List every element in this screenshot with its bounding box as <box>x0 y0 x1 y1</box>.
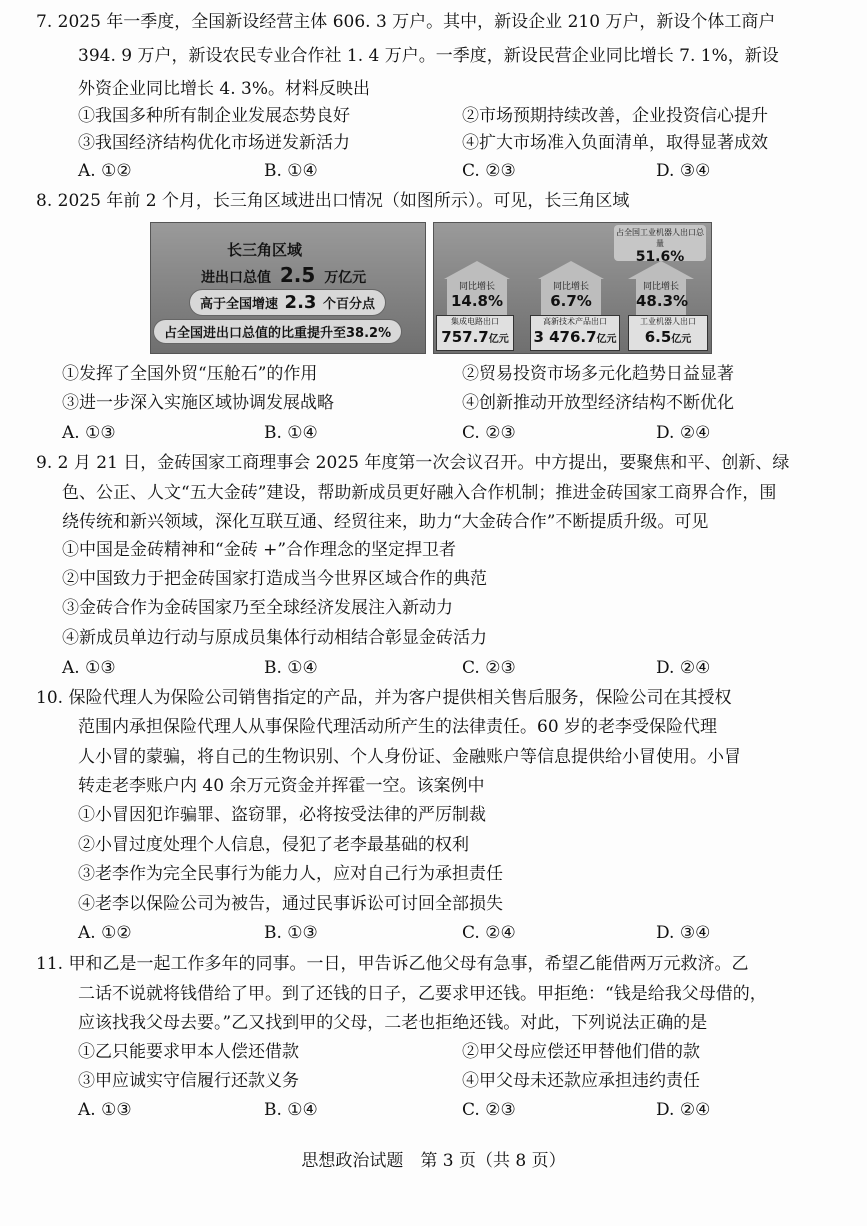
figure-growth-prefix: 高于全国增速 <box>200 297 279 312</box>
q10-stem-line-3: 人小冒的蒙骗，将自己的生物识别、个人身份证、金融账户等信息提供给小冒使用。小冒 <box>78 747 741 767</box>
stat-number: 757.7 <box>441 328 489 346</box>
q11-stem-line-3: 应该找我父母去要。”乙又找到甲的父母，二老也拒绝还钱。对此，下列说法正确的是 <box>78 1013 708 1033</box>
growth-label: 同比增长 <box>552 282 589 292</box>
q7-choice-b: B. ①④ <box>264 161 318 181</box>
figure-growth-house-3 <box>628 261 694 315</box>
figure-growth-house-1 <box>444 261 510 315</box>
page-footer: 思想政治试题 第 3 页（共 8 页） <box>301 1151 566 1171</box>
q9-choice-c: C. ②③ <box>462 658 516 678</box>
q9-item-2: ②中国致力于把金砖国家打造成当今世界区域合作的典范 <box>62 569 487 589</box>
growth-value-robots: 48.3% <box>636 292 689 310</box>
stat-label: 集成电路出口 <box>451 317 499 326</box>
q10-stem-line-4: 转走老李账户内 40 余万元资金并挥霍一空。该案例中 <box>78 776 485 796</box>
q9-item-1: ①中国是金砖精神和“金砖 +”合作理念的坚定捍卫者 <box>62 540 457 560</box>
q10-choice-c: C. ②④ <box>462 923 516 943</box>
q8-choice-b: B. ①④ <box>264 423 318 443</box>
q7-item-3: ③我国经济结构优化市场迸发新活力 <box>78 133 350 153</box>
q11-choice-a: A. ①③ <box>78 1100 132 1120</box>
figure-robot-share-banner <box>614 225 706 265</box>
figure-robot-share-label: 占全国工业机器人出口总量 <box>616 228 704 248</box>
q7-choice-a: A. ①② <box>78 161 132 181</box>
q10-item-4: ④老李以保险公司为被告，通过民事诉讼可讨回全部损失 <box>78 894 503 914</box>
figure-growth-value: 2.3 <box>284 292 317 313</box>
stat-unit: 亿元 <box>596 334 617 345</box>
q9-choice-a: A. ①③ <box>62 658 116 678</box>
q11-stem-line-2: 二话不说就将钱借给了甲。到了还钱的日子，乙要求甲还钱。甲拒绝：“钱是给我父母借的， <box>78 984 767 1004</box>
q8-stem-line-1: 8. 2025 年前 2 个月，长三角区域进出口情况（如图所示）。可见，长三角区域 <box>36 191 630 211</box>
q8-item-4: ④创新推动开放型经济结构不断优化 <box>462 393 734 413</box>
q11-item-1: ①乙只能要求甲本人偿还借款 <box>78 1042 299 1062</box>
house-roof-shape <box>628 261 694 279</box>
q7-stem-line-3: 外资企业同比增长 4. 3%。材料反映出 <box>78 79 370 99</box>
stat-number: 3 476.7 <box>533 328 597 346</box>
figure-share-pill: 占全国进出口总值的比重提升至38.2% <box>153 319 402 344</box>
q7-item-4: ④扩大市场准入负面清单，取得显著成效 <box>462 133 768 153</box>
figure-stat-circuits <box>436 315 514 351</box>
stat-number: 6.5 <box>644 328 672 346</box>
q8-choice-a: A. ①③ <box>62 423 116 443</box>
figure-growth-house-2 <box>538 261 604 315</box>
q10-item-2: ②小冒过度处理个人信息，侵犯了老李最基础的权利 <box>78 835 469 855</box>
q11-choice-b: B. ①④ <box>264 1100 318 1120</box>
q9-choice-d: D. ②④ <box>656 658 711 678</box>
figure-left-panel <box>150 222 426 354</box>
growth-value-circuits: 14.8% <box>450 292 504 310</box>
figure-total-label: 进出口总值 <box>201 270 271 286</box>
figure-stat-robots <box>628 315 708 351</box>
house-body <box>447 279 507 315</box>
growth-label: 同比增长 <box>642 282 679 292</box>
figure-growth-pill <box>189 289 386 316</box>
q7-choice-d: D. ③④ <box>656 161 711 181</box>
figure-total-row <box>201 263 366 287</box>
q7-item-1: ①我国多种所有制企业发展态势良好 <box>78 106 350 126</box>
house-body <box>636 279 689 315</box>
house-roof-shape <box>538 261 604 279</box>
q9-choice-b: B. ①④ <box>264 658 318 678</box>
stat-unit: 亿元 <box>488 334 509 345</box>
q11-item-2: ②甲父母应偿还甲替他们借的款 <box>462 1042 700 1062</box>
figure-total-value: 2.5 <box>279 263 316 287</box>
q7-stem-line-2: 394. 9 万户，新设农民专业合作社 1. 4 万户。一季度，新设民营企业同比增长 7. 1%，新设 <box>78 46 779 66</box>
q11-choice-d: D. ②④ <box>656 1100 711 1120</box>
q7-choice-c: C. ②③ <box>462 161 516 181</box>
q10-choice-b: B. ①③ <box>264 923 318 943</box>
q10-stem-line-1: 10. 保险代理人为保险公司销售指定的产品，并为客户提供相关售后服务，保险公司在其授权 <box>36 688 732 708</box>
q11-stem-line-1: 11. 甲和乙是一起工作多年的同事。一日，甲告诉乙他父母有急事，希望乙能借两万元救济。乙 <box>36 954 749 974</box>
q9-item-4: ④新成员单边行动与原成员集体行动相结合彰显金砖活力 <box>62 628 487 648</box>
q10-item-1: ①小冒因犯诈骗罪、盗窃罪，必将按受法律的严厉制裁 <box>78 805 486 825</box>
q9-stem-line-1: 9. 2 月 21 日，金砖国家工商理事会 2025 年度第一次会议召开。中方提出，要聚焦和平、创新、绿 <box>36 453 790 473</box>
figure-region-title: 长三角区域 <box>227 241 303 259</box>
growth-label: 同比增长 <box>458 282 495 292</box>
q8-choice-c: C. ②③ <box>462 423 516 443</box>
q11-item-3: ③甲应诚实守信履行还款义务 <box>78 1071 299 1091</box>
figure-stat-hightech <box>530 315 620 351</box>
q8-item-1: ①发挥了全国外贸“压舱石”的作用 <box>62 364 318 384</box>
figure-right-panel <box>433 222 712 354</box>
q9-stem-line-2: 色、公正、人文“五大金砖”建设，帮助新成员更好融入合作机制；推进金砖国家工商界合作，围 <box>62 483 777 503</box>
q8-choice-d: D. ②④ <box>656 423 711 443</box>
figure-robot-share-value: 51.6% <box>635 249 685 265</box>
stat-label: 高新技术产品出口 <box>543 317 607 326</box>
q9-item-3: ③金砖合作为金砖国家乃至全球经济发展注入新动力 <box>62 598 453 618</box>
q10-choice-d: D. ③④ <box>656 923 711 943</box>
q8-item-3: ③进一步深入实施区域协调发展战略 <box>62 393 334 413</box>
stat-label: 工业机器人出口 <box>640 317 696 326</box>
house-roof-shape <box>444 261 510 279</box>
q10-item-3: ③老李作为完全民事行为能力人，应对自己行为承担责任 <box>78 864 503 884</box>
q10-stem-line-2: 范围内承担保险代理人从事保险代理活动所产生的法律责任。60 岁的老李受保险代理 <box>78 717 718 737</box>
figure-growth-suffix: 个百分点 <box>322 297 375 312</box>
q11-item-4: ④甲父母未还款应承担违约责任 <box>462 1071 700 1091</box>
q11-choice-c: C. ②③ <box>462 1100 516 1120</box>
q9-stem-line-3: 绕传统和新兴领域，深化互联互通、经贸往来，助力“大金砖合作”不断提质升级。可见 <box>62 512 709 532</box>
q10-choice-a: A. ①② <box>78 923 132 943</box>
growth-value-hightech: 6.7% <box>550 292 592 310</box>
q7-item-2: ②市场预期持续改善，企业投资信心提升 <box>462 106 768 126</box>
q7-stem-line-1: 7. 2025 年一季度，全国新设经营主体 606. 3 万户。其中，新设企业 210 万户，新设个体工商户 <box>36 12 776 32</box>
stat-unit: 亿元 <box>671 334 692 345</box>
stat-value <box>531 328 619 349</box>
house-body <box>541 279 601 315</box>
q8-item-2: ②贸易投资市场多元化趋势日益显著 <box>462 364 734 384</box>
stat-value <box>629 328 707 349</box>
figure-total-unit: 万亿元 <box>324 270 367 286</box>
stat-value <box>437 328 513 349</box>
